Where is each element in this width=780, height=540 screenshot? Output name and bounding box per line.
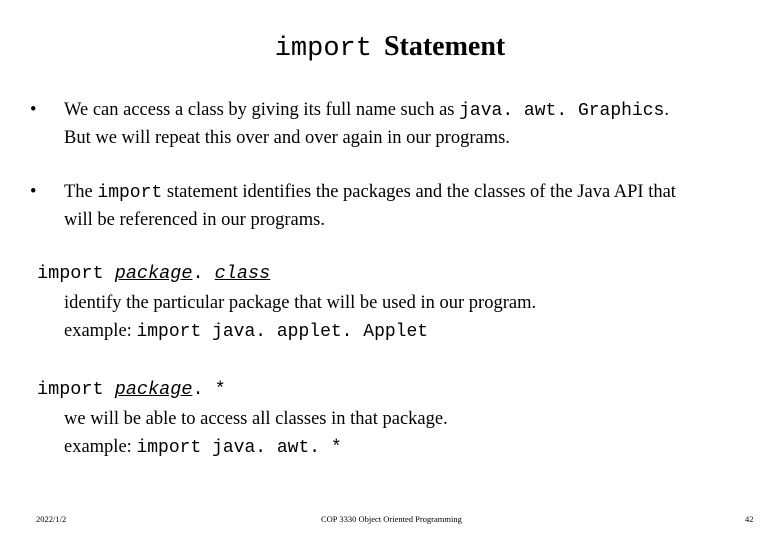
bullet-text xyxy=(64,179,740,234)
syntax-wildcard: . * xyxy=(192,379,226,400)
bullet-line2: But we will repeat this over and over again in our programs. xyxy=(64,128,510,148)
bullet-marker: • xyxy=(30,100,37,120)
example-label: example: xyxy=(64,321,137,341)
bullet-text-a: The xyxy=(64,182,98,202)
title-word: Statement xyxy=(383,31,506,62)
bullet-access-class xyxy=(30,97,740,152)
footer-page-number: 42 xyxy=(745,514,754,524)
bullet-code: java. awt. Graphics xyxy=(459,101,665,121)
import-wildcard-description: we will be able to access all classes in that package. xyxy=(64,409,448,429)
bullet-text xyxy=(64,97,740,152)
bullet-text-b: . xyxy=(664,100,669,120)
footer-course: COP 3330 Object Oriented Programming xyxy=(321,514,462,524)
import-wildcard-syntax xyxy=(37,377,226,403)
bullet-text-b: statement identifies the packages and the classes of the Java API that xyxy=(162,182,676,202)
bullet-marker: • xyxy=(30,182,37,202)
import-class-example xyxy=(64,318,428,346)
syntax-package: package xyxy=(114,263,193,284)
import-class-syntax xyxy=(37,261,270,287)
syntax-class: class xyxy=(214,263,271,284)
slide-title xyxy=(0,30,780,66)
import-class-description: identify the particular package that will be used in our program. xyxy=(64,293,537,313)
bullet-code: import xyxy=(97,183,163,203)
syntax-package: package xyxy=(114,379,193,400)
syntax-keyword: import xyxy=(37,379,115,400)
syntax-separator: . xyxy=(192,263,215,284)
bullet-text-a: We can access a class by giving its full name such as xyxy=(64,100,460,120)
title-code: import xyxy=(274,34,372,64)
bullet-line2: will be referenced in our programs. xyxy=(64,210,325,230)
example-label: example: xyxy=(64,437,137,457)
bullet-import-statement xyxy=(30,179,740,234)
import-wildcard-example xyxy=(64,434,342,462)
example-code: import java. applet. Applet xyxy=(136,322,429,342)
syntax-keyword: import xyxy=(37,263,115,284)
example-code: import java. awt. * xyxy=(136,438,342,458)
footer-date: 2022/1/2 xyxy=(36,514,67,524)
